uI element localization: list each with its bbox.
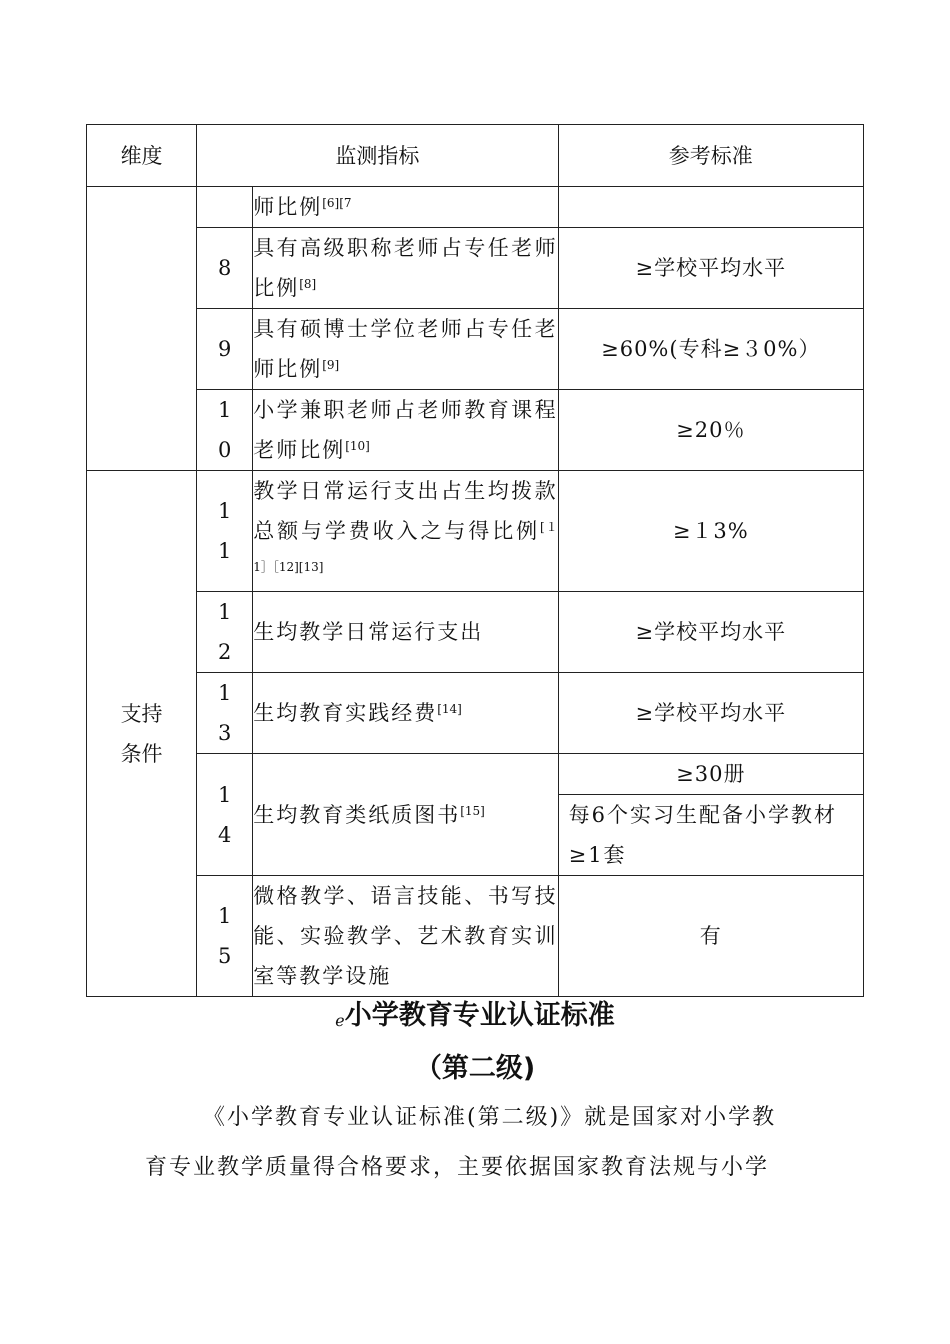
indicator-cell <box>253 876 558 997</box>
indicator-cell <box>253 390 558 471</box>
table-row <box>87 592 864 673</box>
header-indicator: 监测指标 <box>197 125 558 187</box>
row-number: 1 0 <box>197 390 253 471</box>
footnote-ref: [14] <box>437 702 462 716</box>
indicator-text: 微格教学、语言技能、书写技能、实验教学、艺术教育实训室等教学设施 <box>253 884 558 988</box>
standard-cell: ≥学校平均水平 <box>558 228 863 309</box>
row-number: 9 <box>197 309 253 390</box>
indicator-cell <box>253 673 558 754</box>
standard-cell: 有 <box>558 876 863 997</box>
footnote-ref: [15] <box>460 803 485 818</box>
title-text: 小学教育专业认证标准 <box>344 1000 615 1031</box>
header-standard: 参考标准 <box>558 125 863 187</box>
indicator-text: 具有硕博士学位老师占专任老师比例 <box>253 317 558 381</box>
table-row <box>87 390 864 471</box>
standard-cell: ≥学校平均水平 <box>558 592 863 673</box>
indicator-cell <box>253 228 558 309</box>
body-paragraph-line-2: 育专业教学质量得合格要求，主要依据国家教育法规与小学 <box>145 1155 770 1180</box>
row-number: 8 <box>197 228 253 309</box>
body-paragraph-line-1: 《小学教育专业认证标准(第二级)》就是国家对小学教 <box>203 1105 777 1130</box>
indicator-text: 小学兼职老师占老师教育课程老师比例 <box>253 398 558 462</box>
row-number <box>197 187 253 228</box>
standard-cell: ≥60%(专科≥３0%） <box>558 309 863 390</box>
indicator-text: 生均教育类纸质图书 <box>253 802 461 827</box>
document-title <box>0 996 950 1041</box>
document-subtitle: （第二级) <box>414 1053 536 1084</box>
indicator-cell <box>253 187 558 228</box>
indicator-text: 生均教学日常运行支出 <box>253 620 484 644</box>
row-number: 1 3 <box>197 673 253 754</box>
standard-cell <box>558 187 863 228</box>
table-row <box>87 309 864 390</box>
table-row <box>87 187 864 228</box>
footnote-ref: [6][7 <box>322 196 352 210</box>
table-row <box>87 673 864 754</box>
footnote-ref: [10] <box>345 439 370 453</box>
standard-cell: ≥１3% <box>558 471 863 592</box>
footnote-ref: [8] <box>299 277 317 291</box>
table-row <box>87 471 864 592</box>
indicator-text: 教学日常运行支出占生均拨款总额与学费收入之与得比例 <box>253 479 558 543</box>
row-number: 1 1 <box>197 471 253 592</box>
header-dimension: 维度 <box>87 125 197 187</box>
indicator-text: 具有高级职称老师占专任老师比例 <box>253 236 558 300</box>
dimension-cell-empty <box>87 187 197 471</box>
standards-table <box>86 124 864 997</box>
table-row <box>87 754 864 795</box>
table-header-row <box>87 125 864 187</box>
indicator-cell <box>253 471 558 592</box>
standard-cell: 每6个实习生配备小学教材≥1套 <box>558 795 863 876</box>
table-row <box>87 228 864 309</box>
indicator-cell <box>253 309 558 390</box>
title-mark: ℯ <box>335 1011 345 1030</box>
dimension-cell-support: 支持 条件 <box>87 471 197 997</box>
row-number: 1 2 <box>197 592 253 673</box>
indicator-cell <box>253 754 558 876</box>
indicator-text: 生均教育实践经费 <box>253 701 438 725</box>
standard-cell: ≥学校平均水平 <box>558 673 863 754</box>
standard-cell: ≥20％ <box>558 390 863 471</box>
row-number: 1 4 <box>197 754 253 876</box>
standard-cell: ≥30册 <box>558 754 863 795</box>
indicator-text: 师比例 <box>253 195 323 219</box>
indicator-cell <box>253 592 558 673</box>
footnote-ref: [１1］［12][13] <box>253 520 558 574</box>
row-number: 1 5 <box>197 876 253 997</box>
table-row <box>87 876 864 997</box>
footnote-ref: [9] <box>322 358 340 372</box>
